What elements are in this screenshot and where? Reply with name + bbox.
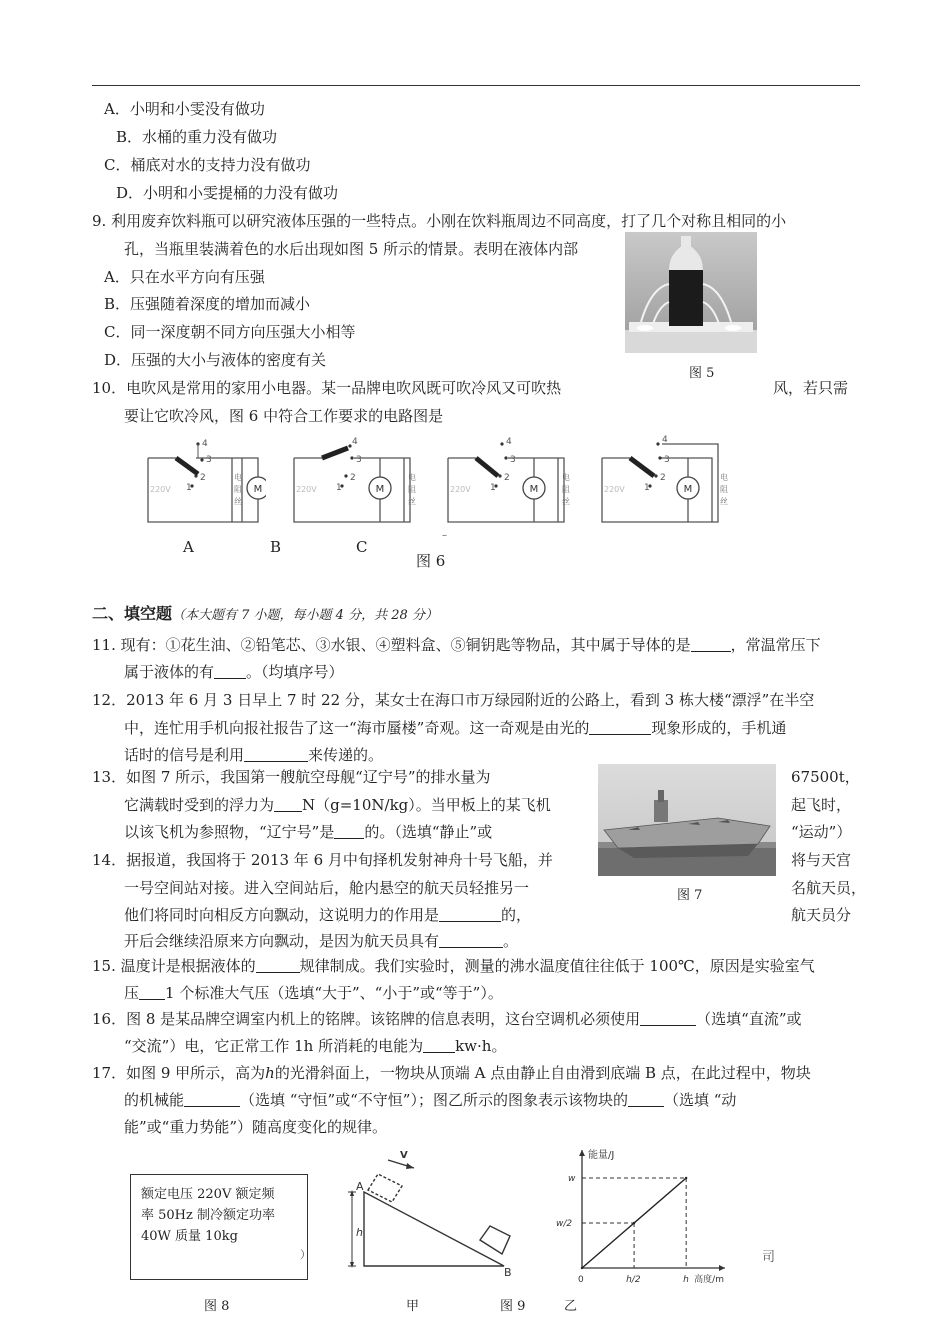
q14-text-4a: 开后会继续沿原来方向飘动，是因为航天员具有 xyxy=(124,932,440,950)
q16-line2 xyxy=(124,1035,506,1056)
q16-line1 xyxy=(92,1008,802,1029)
circuit-c-side3: 丝 xyxy=(562,497,570,506)
circuit-d-num2: 2 xyxy=(660,473,666,483)
series-energy-point xyxy=(633,1222,635,1224)
q16-text-1a: 16．图 8 是某品牌空调室内机上的铭牌。该铭牌的信息表明，这台空调机必须使用 xyxy=(92,1010,641,1028)
q12-line1: 12．2013 年 6 月 3 日早上 7 时 22 分，某女士在海口市万绿园附近的公路上，看到 3 栋大楼“漂浮”在半空 xyxy=(92,691,815,709)
circuit-b-side3: 丝 xyxy=(408,497,416,506)
circuit-label-b: B xyxy=(270,538,282,556)
circuit-a-num2: 2 xyxy=(200,473,206,483)
q14-line2: 一号空间站对接。进入空间站后，舱内悬空的航天员轻推另一 xyxy=(124,879,530,897)
x-tick-label: h xyxy=(683,1275,689,1285)
circuit-b-num2: 2 xyxy=(350,473,356,483)
circuit-a-side1: 电 xyxy=(234,473,242,482)
q14-line3-end: 航天员分 xyxy=(791,906,852,924)
section-2-note: （本大题有 7 小题，每小题 4 分，共 28 分） xyxy=(172,608,438,623)
q15-line1 xyxy=(92,955,815,976)
q13-line1: 13．如图 7 所示，我国第一艘航空母舰“辽宁号”的排水量为 xyxy=(92,768,491,786)
circuit-a-num1: 1 xyxy=(186,483,192,493)
y-tick-label: w xyxy=(568,1174,576,1184)
q14-text-4b: 。 xyxy=(503,932,519,950)
fig9-incline xyxy=(346,1144,522,1280)
circuit-b-motor: M xyxy=(375,484,385,495)
fig9-jia-label: 甲 xyxy=(406,1299,420,1314)
series-energy-point xyxy=(581,1267,583,1269)
fig8-paren: ） xyxy=(300,1248,311,1261)
q16-text-2a: “交流”）电，它正常工作 1h 所消耗的电能为 xyxy=(124,1037,424,1055)
section-2-title: 二、填空题 xyxy=(92,604,173,623)
q11-text-c: 属于液体的有 xyxy=(124,663,215,681)
q8-option-c: C．桶底对水的支持力没有做功 xyxy=(104,156,311,174)
q15-line2 xyxy=(124,982,503,1003)
q13-text-3b: 的。（选填“静止”或 xyxy=(364,823,493,841)
q17-text-1b: 的光滑斜面上，一物块从顶端 A 点由静止自由滑到底端 B 点，在此过程中，物块 xyxy=(274,1064,811,1082)
circuit-label-a: A xyxy=(183,538,194,556)
circuit-d-side1: 电 xyxy=(720,473,728,482)
q13-line1-end: 67500t， xyxy=(791,768,860,786)
circuit-a-num3: 3 xyxy=(206,455,212,465)
q13-line3 xyxy=(124,821,492,842)
q17-text-2c: （选填 “动 xyxy=(663,1091,737,1109)
q10-stem-line2: 要让它吹冷风，图 6 中符合工作要求的电路图是 xyxy=(124,407,444,425)
q16-blank-2[interactable] xyxy=(423,1037,455,1053)
circuit-c-motor: M xyxy=(529,484,539,495)
q14-line1-end: 将与天宫 xyxy=(791,851,852,869)
q16-blank-1[interactable] xyxy=(640,1010,696,1026)
circuit-c-source: 220V xyxy=(450,485,471,494)
q17-text-2a: 的机械能 xyxy=(124,1091,185,1109)
q15-text-1b: 规律制成。我们实验时，测量的沸水温度值往往低于 100℃，原因是实验室气 xyxy=(299,957,815,975)
q10-stem-line1: 10．电吹风是常用的家用小电器。某一品牌电吹风既可吹冷风又可吹热 xyxy=(92,379,562,397)
circuit-b-num1: 1 xyxy=(336,483,342,493)
x-axis-label: 高度/m xyxy=(694,1275,724,1285)
circuit-c-side2: 阻 xyxy=(562,485,570,494)
circuit-b-num4: 4 xyxy=(352,437,358,447)
header-rule xyxy=(92,85,860,86)
q13-line3-end: “运动”） xyxy=(791,823,852,841)
q11-text-a: 11. 现有：①花生油、②铅笔芯、③水银、④塑料盒、⑤铜钥匙等物品，其中属于导体的是 xyxy=(92,636,691,654)
q17-blank-2[interactable] xyxy=(628,1091,664,1107)
fig6-caption: 图 6 xyxy=(416,552,446,570)
q13-blank-2[interactable] xyxy=(334,823,364,839)
q13-text-3a: 以该飞机为参照物，“辽宁号”是 xyxy=(124,823,335,841)
circuit-a-side2: 阻 xyxy=(234,485,242,494)
q17-line2 xyxy=(124,1089,736,1110)
q12-blank-1[interactable] xyxy=(589,719,651,735)
fig5-caption: 图 5 xyxy=(689,366,715,381)
q12-text-2a: 中，连忙用手机向报社报告了这一“海市蜃楼”奇观。这一奇观是由光的 xyxy=(124,719,590,737)
fig5-bottle-photo xyxy=(625,232,757,353)
q9-option-d: D．压强的大小与液体的密度有关 xyxy=(104,351,327,369)
q17-blank-1[interactable] xyxy=(184,1091,240,1107)
fig8-line-2: 率 50Hz 制冷额定功率 xyxy=(141,1208,275,1223)
q12-line3 xyxy=(124,744,383,765)
x-axis-arrow xyxy=(719,1265,725,1271)
circuit-d-num4: 4 xyxy=(662,435,668,445)
q9-option-b: B．压强随着深度的增加而减小 xyxy=(104,295,311,313)
q17-text-1a: 17．如图 9 甲所示，高为 xyxy=(92,1064,266,1082)
circuit-c-num1: 1 xyxy=(490,483,496,493)
circuit-a-side3: 丝 xyxy=(234,497,242,506)
circuit-d-side3: 丝 xyxy=(720,497,728,506)
circuit-d-motor: M xyxy=(683,484,693,495)
q11-line1 xyxy=(92,634,821,655)
q11-text-d: 。（均填序号） xyxy=(246,663,344,681)
circuit-b-side2: 阻 xyxy=(408,485,416,494)
y-tick-label: w/2 xyxy=(556,1219,573,1229)
q14-line4 xyxy=(124,930,518,951)
fig9-side-char: 司 xyxy=(762,1250,776,1265)
x-tick-label: 0 xyxy=(578,1275,584,1285)
circuit-b-num3: 3 xyxy=(356,455,362,465)
circuit-c-side1: 电 xyxy=(562,473,570,482)
circuit-b xyxy=(292,434,418,526)
q11-blank-2[interactable] xyxy=(214,663,246,679)
fig7-carrier-photo xyxy=(598,764,776,876)
q14-blank-1[interactable] xyxy=(439,906,501,922)
energy-chart xyxy=(552,1146,752,1286)
q17-text-2b: （选填 “守恒”或“不守恒”）；图乙所示的图象表示该物块的 xyxy=(240,1091,628,1109)
fig8-line-3: 40W 质量 10kg xyxy=(141,1229,238,1244)
circuit-c xyxy=(446,434,572,526)
q12-text-2b: 现象形成的，手机通 xyxy=(651,719,787,737)
section-2-heading xyxy=(92,601,438,624)
circuit-a-source: 220V xyxy=(150,485,171,494)
circuit-c-num3: 3 xyxy=(510,455,516,465)
q11-blank-1[interactable] xyxy=(691,636,731,652)
circuit-a-motor: M xyxy=(253,484,263,495)
fig8-line-1: 额定电压 220V 额定频 xyxy=(141,1187,275,1202)
fig9-height-h: h xyxy=(356,1226,363,1239)
fig7-caption: 图 7 xyxy=(677,888,703,903)
circuit-c-num4: 4 xyxy=(506,437,512,447)
fig8-nameplate xyxy=(130,1174,308,1280)
q14-line3 xyxy=(124,904,531,925)
q13-line2-end: 起飞时， xyxy=(791,796,852,814)
q16-text-2b: kw·h。 xyxy=(455,1037,507,1055)
q17-line1 xyxy=(92,1062,811,1083)
q9-option-c: C．同一深度朝不同方向压强大小相等 xyxy=(104,323,356,341)
fig9-point-b: B xyxy=(504,1266,512,1279)
q14-line1: 14．据报道，我国将于 2013 年 6 月中旬择机发射神舟十号飞船，并 xyxy=(92,851,553,869)
q14-line2-end: 名航天员， xyxy=(791,879,867,897)
y-axis-label: 能量/J xyxy=(588,1150,615,1161)
q17-line3: 能”或“重力势能”）随高度变化的规律。 xyxy=(124,1118,388,1136)
fig9-point-a: A xyxy=(356,1180,364,1193)
q14-text-3a: 他们将同时向相反方向飘动，这说明力的作用是 xyxy=(124,906,440,924)
q13-text-2a: 它满载时受到的浮力为 xyxy=(124,796,275,814)
q15-text-2a: 压 xyxy=(124,984,140,1002)
q12-blank-2[interactable] xyxy=(244,746,308,762)
fig9-v-label: V xyxy=(400,1150,408,1161)
q17-h-symbol: h xyxy=(265,1064,275,1082)
circuit-d-source: 220V xyxy=(604,485,625,494)
q15-blank-2[interactable] xyxy=(139,984,165,1000)
q11-text-b: ，常温常压下 xyxy=(730,636,821,654)
circuit-a xyxy=(146,434,266,526)
q14-text-3b: 的， xyxy=(501,906,532,924)
y-axis-arrow xyxy=(579,1150,585,1156)
q15-text-1a: 15. 温度计是根据液体的 xyxy=(92,957,256,975)
energy-chart-layer xyxy=(556,1148,725,1285)
q12-text-3b: 来传递的。 xyxy=(308,746,384,764)
fig9-caption: 图 9 xyxy=(500,1299,526,1314)
q11-line2 xyxy=(124,661,344,682)
q9-stem-line1: 9. 利用废弃饮料瓶可以研究液体压强的一些特点。小刚在饮料瓶周边不同高度，打了几个对称且相同的小 xyxy=(92,212,787,230)
circuit-label-c: C xyxy=(356,538,368,556)
q8-option-d: D．小明和小雯提桶的力没有做功 xyxy=(116,184,339,202)
circuit-b-source: 220V xyxy=(296,485,317,494)
q9-stem-line2: 孔，当瓶里装满着色的水后出现如图 5 所示的情景。表明在液体内部 xyxy=(124,240,579,258)
q9-option-a: A．只在水平方向有压强 xyxy=(104,268,265,286)
q16-text-1b: （选填“直流”或 xyxy=(696,1010,802,1028)
q15-blank-1[interactable] xyxy=(256,957,300,973)
q8-option-a: A．小明和小雯没有做功 xyxy=(104,100,265,118)
q8-option-b: B．水桶的重力没有做功 xyxy=(116,128,278,146)
x-tick-label: h/2 xyxy=(626,1275,641,1285)
series-energy-point xyxy=(685,1177,687,1179)
circuit-c-num2: 2 xyxy=(504,473,510,483)
q13-text-2b: N（g=10N/kg）。当甲板上的某飞机 xyxy=(302,796,551,814)
fig8-caption: 图 8 xyxy=(204,1299,230,1314)
q13-blank-1[interactable] xyxy=(274,796,302,812)
fig9-yi-label: 乙 xyxy=(564,1299,578,1314)
q12-line2 xyxy=(124,717,786,738)
q12-text-3a: 话时的信号是利用 xyxy=(124,746,245,764)
fig6-dash: – xyxy=(442,530,447,541)
q14-blank-2[interactable] xyxy=(439,932,503,948)
circuit-a-num4: 4 xyxy=(202,439,208,449)
circuit-d-side2: 阻 xyxy=(720,485,728,494)
q15-text-2b: 1 个标准大气压（选填“大于”、“小于”或“等于”）。 xyxy=(165,984,503,1002)
circuit-d-num3: 3 xyxy=(664,455,670,465)
circuit-b-side1: 电 xyxy=(408,473,416,482)
circuit-d xyxy=(600,434,730,526)
q13-line2 xyxy=(124,794,551,815)
q10-stem-line1-end: 风，若只需 xyxy=(773,379,849,397)
circuit-d-num1: 1 xyxy=(644,483,650,493)
